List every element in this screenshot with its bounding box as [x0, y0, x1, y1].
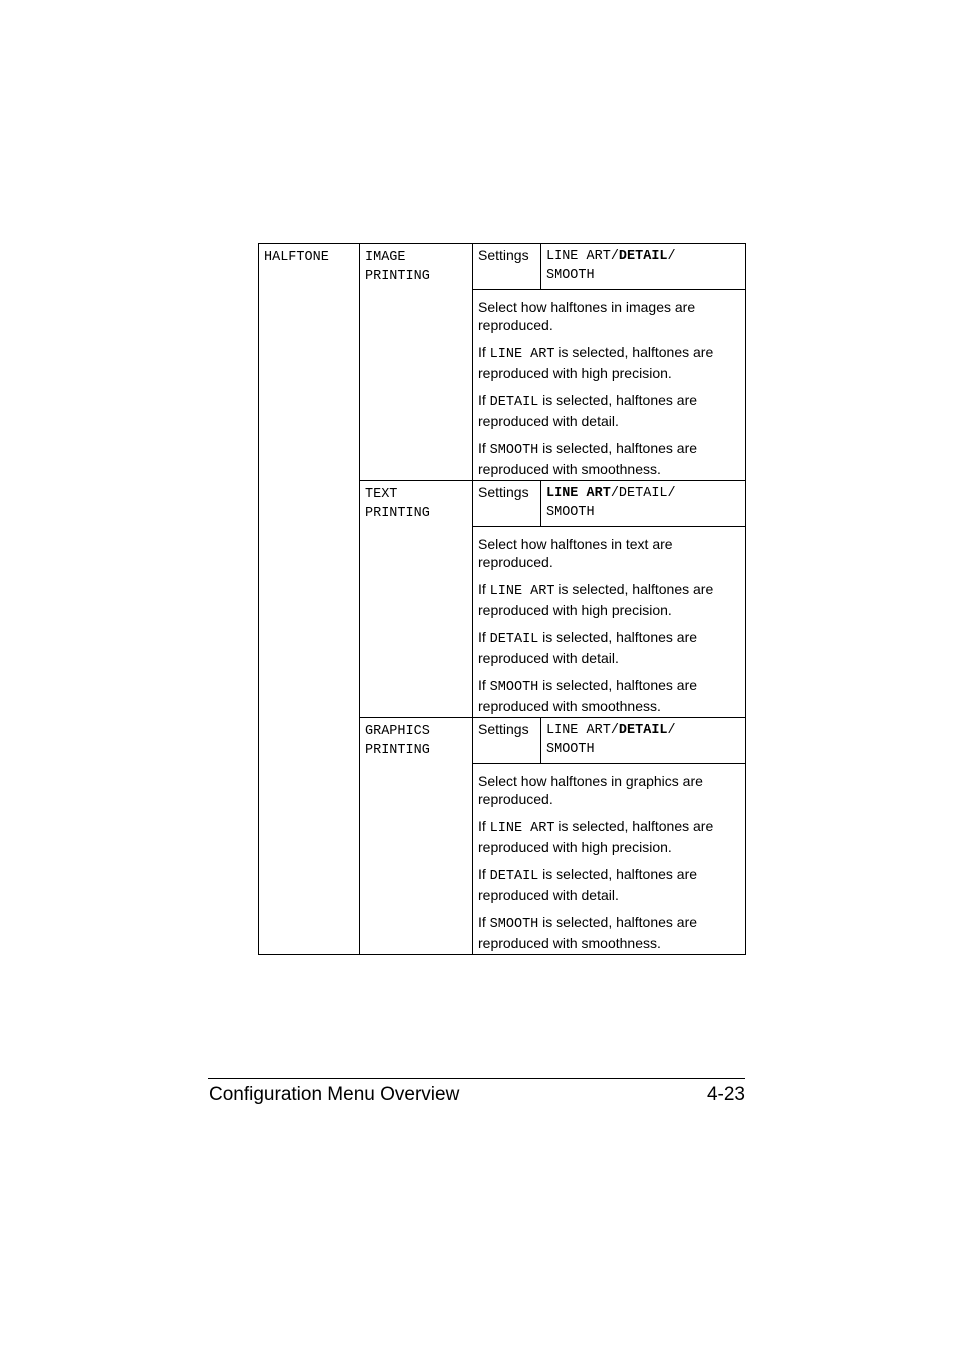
description-cell: [473, 290, 746, 481]
settings-options-cell: [541, 481, 746, 527]
text-fragment: If: [478, 440, 490, 456]
code-term: DETAIL: [489, 632, 539, 647]
text-fragment: is selected, halftones are reproduced with smoothness.: [478, 677, 698, 714]
item-name-line1: TEXT: [365, 487, 398, 502]
description-intro: Select how halftones in images are reproduced.: [478, 299, 696, 333]
settings-label: Settings: [478, 484, 529, 500]
code-term: LINE ART: [489, 821, 555, 836]
menu-name-cell: [259, 244, 360, 955]
text-fragment: is selected, halftones are reproduced with detail.: [478, 629, 698, 666]
halftone-settings-table: [258, 243, 746, 955]
text-fragment: is selected, halftones are reproduced with detail.: [478, 392, 698, 429]
menu-name: HALFTONE: [264, 250, 329, 265]
settings-options-cell: [541, 718, 746, 764]
text-fragment: is selected, halftones are reproduced with high precision.: [478, 818, 714, 855]
text-fragment: If: [478, 914, 490, 930]
code-term: SMOOTH: [489, 680, 539, 695]
option-smooth: SMOOTH: [546, 505, 595, 520]
description-intro: Select how halftones in graphics are reproduced.: [478, 773, 703, 807]
description-line-art: [478, 817, 740, 856]
text-fragment: is selected, halftones are reproduced with smoothness.: [478, 440, 698, 477]
description-cell: [473, 764, 746, 955]
item-name-cell: [360, 244, 473, 481]
description-line-art: [478, 580, 740, 619]
text-fragment: is selected, halftones are reproduced with smoothness.: [478, 914, 698, 951]
item-name-line2: PRINTING: [365, 506, 430, 521]
option-separator: /: [667, 249, 676, 264]
code-term: DETAIL: [489, 869, 539, 884]
text-fragment: If: [478, 818, 490, 834]
text-fragment: is selected, halftones are reproduced with high precision.: [478, 581, 714, 618]
description-smooth: [478, 439, 740, 478]
code-term: LINE ART: [489, 347, 555, 362]
table-row: [259, 244, 746, 290]
description-intro: Select how halftones in text are reproduced.: [478, 536, 673, 570]
description-detail: [478, 391, 740, 430]
option-separator: /: [610, 486, 619, 501]
code-term: DETAIL: [489, 395, 539, 410]
item-name-line2: PRINTING: [365, 743, 430, 758]
description-detail: [478, 865, 740, 904]
description-cell: [473, 527, 746, 718]
text-fragment: If: [478, 866, 490, 882]
option-detail-default: DETAIL: [618, 723, 668, 738]
option-line-art: LINE ART: [546, 723, 611, 738]
settings-label: Settings: [478, 247, 529, 263]
text-fragment: is selected, halftones are reproduced with detail.: [478, 866, 698, 903]
option-smooth: SMOOTH: [546, 268, 595, 283]
text-fragment: If: [478, 581, 490, 597]
description-line-art: [478, 343, 740, 382]
settings-label: Settings: [478, 721, 529, 737]
text-fragment: If: [478, 629, 490, 645]
code-term: SMOOTH: [489, 443, 539, 458]
option-detail: DETAIL: [618, 486, 668, 501]
option-separator: /: [610, 249, 619, 264]
settings-options-cell: [541, 244, 746, 290]
page-number: 4-23: [706, 1084, 745, 1105]
item-name-cell: [360, 481, 473, 718]
item-name-line2: PRINTING: [365, 269, 430, 284]
option-detail-default: DETAIL: [618, 249, 668, 264]
option-smooth: SMOOTH: [546, 742, 595, 757]
description-detail: [478, 628, 740, 667]
item-name-line1: GRAPHICS: [365, 724, 430, 739]
option-separator: /: [610, 723, 619, 738]
footer-title: Configuration Menu Overview: [209, 1084, 460, 1105]
option-line-art: LINE ART: [546, 249, 611, 264]
settings-label-cell: [473, 481, 541, 527]
option-separator: /: [667, 723, 676, 738]
description-smooth: [478, 676, 740, 715]
option-line-art-default: LINE ART: [546, 486, 611, 501]
page-footer: [208, 1078, 745, 1105]
item-name-line1: IMAGE: [365, 250, 406, 265]
text-fragment: is selected, halftones are reproduced with high precision.: [478, 344, 714, 381]
text-fragment: If: [478, 344, 490, 360]
settings-label-cell: [473, 718, 541, 764]
code-term: LINE ART: [489, 584, 555, 599]
settings-label-cell: [473, 244, 541, 290]
code-term: SMOOTH: [489, 917, 539, 932]
text-fragment: If: [478, 392, 490, 408]
description-smooth: [478, 913, 740, 952]
item-name-cell: [360, 718, 473, 955]
option-separator: /: [667, 486, 676, 501]
text-fragment: If: [478, 677, 490, 693]
